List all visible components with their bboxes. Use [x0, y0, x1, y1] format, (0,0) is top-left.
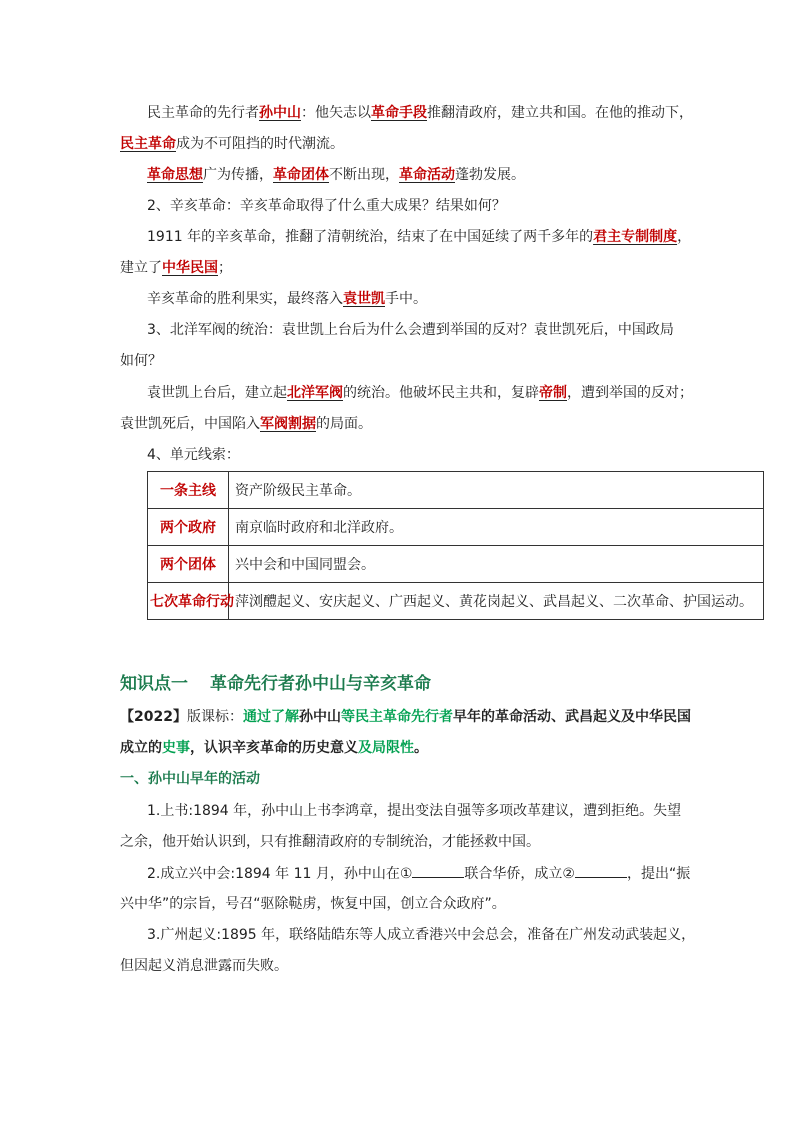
table-key: 两个团体 [148, 546, 229, 583]
item-guangzhou-uprising: 3.广州起义:1895 年，联络陆皓东等人成立香港兴中会总会，准备在广州发动武装起义， [147, 927, 696, 943]
table-key: 两个政府 [148, 509, 229, 546]
fill-blank-2[interactable] [575, 863, 627, 878]
keyword-monarchy-restore: 帝制 [539, 385, 567, 401]
table-value: 萍浏醴起义、安庆起义、广西起义、黄花岗起义、武昌起义、二次革命、护国运动。 [229, 583, 764, 620]
question-unit-clues: 4、单元线索： [147, 447, 240, 463]
paragraph-yuan-shikai: 辛亥革命的胜利果实，最终落入袁世凯手中。 [147, 291, 427, 307]
question-xinhai: 2、辛亥革命：辛亥革命取得了什么重大成果？结果如何？ [147, 198, 506, 214]
keyword-revolutionary-means: 革命手段 [371, 105, 427, 121]
item-guangzhou-uprising-cont: 但因起义消息泄露而失败。 [120, 958, 288, 974]
paragraph-xinhai-result-cont: 建立了中华民国； [120, 260, 232, 276]
keyword-sun-zhongshan: 孙中山 [259, 105, 301, 121]
paragraph-xinhai-result: 1911 年的辛亥革命，推翻了清朝统治，结束了在中国延续了两千多年的君主专制制度， [147, 229, 692, 245]
section-title: 革命先行者孙中山与辛亥革命 [210, 674, 431, 694]
subheading-early-activities: 一、孙中山早年的活动 [120, 771, 260, 787]
fill-blank-1[interactable] [412, 863, 464, 878]
keyword-warlord-separatism: 军阀割据 [260, 416, 316, 432]
table-row [148, 546, 764, 583]
item-petition: 1.上书:1894 年，孙中山上书李鸿章，提出变法自强等多项改革建议，遭到拒绝。失望 [147, 803, 682, 819]
keyword-yuan-shikai: 袁世凯 [343, 291, 385, 307]
keyword-beiyang-warlords: 北洋军阀 [287, 385, 343, 401]
table-row [148, 472, 764, 509]
table-value: 兴中会和中国同盟会。 [229, 546, 764, 583]
item-xingzhonghui-cont: 兴中华”的宗旨，号召“驱除鞑虏，恢复中国，创立合众政府”。 [120, 896, 506, 912]
curriculum-standard: 【2022】版课标：通过了解孙中山等民主革命先行者早年的革命活动、武昌起义及中华民国 [120, 709, 691, 725]
unit-clues-table [147, 471, 764, 620]
keyword-revolutionary-activities: 革命活动 [399, 167, 455, 183]
table-row [148, 509, 764, 546]
item-petition-cont: 之余，他开始认识到，只有推翻清政府的专制统治，才能拯救中国。 [120, 834, 540, 850]
question-beiyang-cont: 如何？ [120, 353, 162, 369]
paragraph-sun-yat-sen: 民主革命的先行者孙中山：他矢志以革命手段推翻清政府，建立共和国。在他的推动下， [147, 105, 693, 121]
paragraph-beiyang-answer: 袁世凯上台后，建立起北洋军阀的统治。他破坏民主共和，复辟帝制，遭到举国的反对； [147, 385, 693, 401]
section-heading [120, 669, 431, 694]
paragraph-sun-yat-sen-cont: 民主革命成为不可阻挡的时代潮流。 [120, 136, 344, 152]
keyword-democratic-revolution: 民主革命 [120, 136, 176, 152]
item-xingzhonghui: 2.成立兴中会:1894 年 11 月，孙中山在① 联合华侨，成立② ，提出“振 [147, 863, 690, 884]
keyword-revolutionary-groups: 革命团体 [273, 167, 329, 183]
keyword-revolutionary-thought: 革命思想 [147, 167, 203, 183]
table-row [148, 583, 764, 620]
table-key: 七次革命行动 [148, 583, 229, 620]
table-value: 资产阶级民主革命。 [229, 472, 764, 509]
question-beiyang: 3、北洋军阀的统治：袁世凯上台后为什么会遭到举国的反对？袁世凯死后，中国政局 [147, 322, 674, 338]
section-label: 知识点一 [120, 674, 188, 694]
keyword-monarchy: 君主专制制度 [593, 229, 678, 245]
paragraph-beiyang-answer-cont: 袁世凯死后，中国陷入军阀割据的局面。 [120, 416, 372, 432]
table-key: 一条主线 [148, 472, 229, 509]
paragraph-revolution-spread: 革命思想广为传播，革命团体不断出现，革命活动蓬勃发展。 [147, 167, 525, 183]
keyword-roc: 中华民国 [162, 260, 218, 276]
curriculum-standard-cont: 成立的史事，认识辛亥革命的历史意义及局限性。 [120, 740, 428, 756]
table-value: 南京临时政府和北洋政府。 [229, 509, 764, 546]
